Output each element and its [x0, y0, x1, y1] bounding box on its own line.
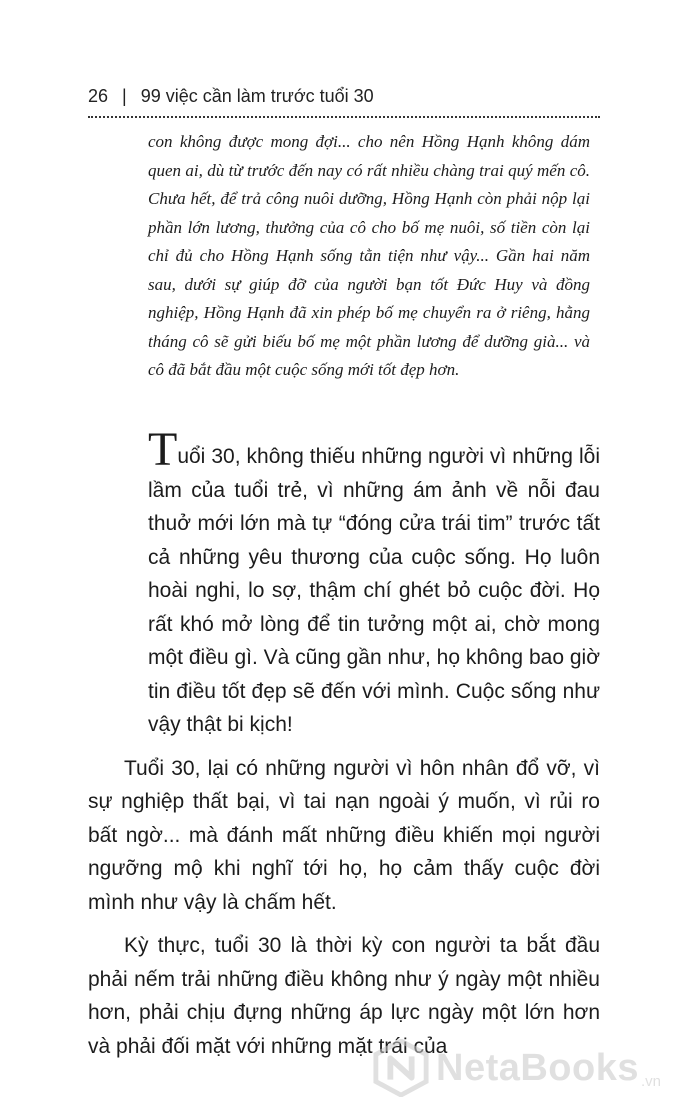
running-header	[88, 86, 600, 107]
drop-cap-letter: T	[148, 423, 178, 476]
italic-excerpt: con không được mong đợi... cho nên Hồng Hạnh không dám quen ai, dù từ trước đến nay có rất nhiều chàng trai quý mến cô. Chưa hết, để trả công nuôi dưỡng, Hồng Hạnh còn phải nộp lại phần lớn lương, thưởng của cô cho bố mẹ nuôi, số tiền còn lại chỉ đủ cho Hồng Hạnh sống tằn tiện như vậy... Gần hai năm sau, dưới sự giúp đỡ của người bạn tốt Đức Huy và đồng nghiệp, Hồng Hạnh đã xin phép bố mẹ chuyển ra ở riêng, hằng tháng cô sẽ gửi biếu bố mẹ một phần lương để dưỡng già... và cô đã bắt đầu một cuộc sống mới tốt đẹp hơn.	[148, 132, 590, 379]
header-dotted-rule	[88, 116, 600, 118]
paragraph-2: Tuổi 30, lại có những người vì hôn nhân đổ vỡ, vì sự nghiệp thất bại, vì tai nạn ngoài ý muốn, vì rủi ro bất ngờ... mà đánh mất những điều khiến mọi người ngưỡng mộ khi nghĩ tới họ, họ cảm thấy cuộc đời mình như vậy là chấm hết.	[88, 756, 600, 914]
watermark-suffix: .vn	[641, 1073, 662, 1090]
watermark-text: NetaBooks	[436, 1046, 639, 1089]
page-number: 26	[88, 86, 109, 106]
paragraph-3: Kỳ thực, tuổi 30 là thời kỳ con người ta bắt đầu phải nếm trải những điều không như ý ngày một nhiều hơn, phải chịu đựng những áp lực ngày một lớn hơn và phải đối mặt với những mặt trái của	[88, 934, 600, 1058]
book-title: 99 việc cần làm trước tuổi 30	[140, 86, 374, 106]
main-body-text	[88, 423, 600, 1073]
netabooks-watermark	[372, 1016, 700, 1120]
netabooks-logo-icon	[372, 1039, 430, 1097]
header-separator: |	[122, 86, 127, 106]
paragraph-1-text: uổi 30, không thiếu những người vì những lỗi lầm của tuổi trẻ, vì những ám ảnh về nỗi đau thuở mới lớn mà tự “đóng cửa trái tim” trước tất cả những yêu thương của cuộc sống. Họ luôn hoài nghi, lo sợ, thậm chí ghét bỏ cuộc đời. Họ rất khó mở lòng để tin tưởng một ai, chờ mong một điều gì. Và cũng gần như, họ không bao giờ tin điều tốt đẹp sẽ đến với mình. Cuộc sống như vậy thật bi kịch!	[148, 445, 600, 736]
paragraph-1	[88, 423, 600, 742]
